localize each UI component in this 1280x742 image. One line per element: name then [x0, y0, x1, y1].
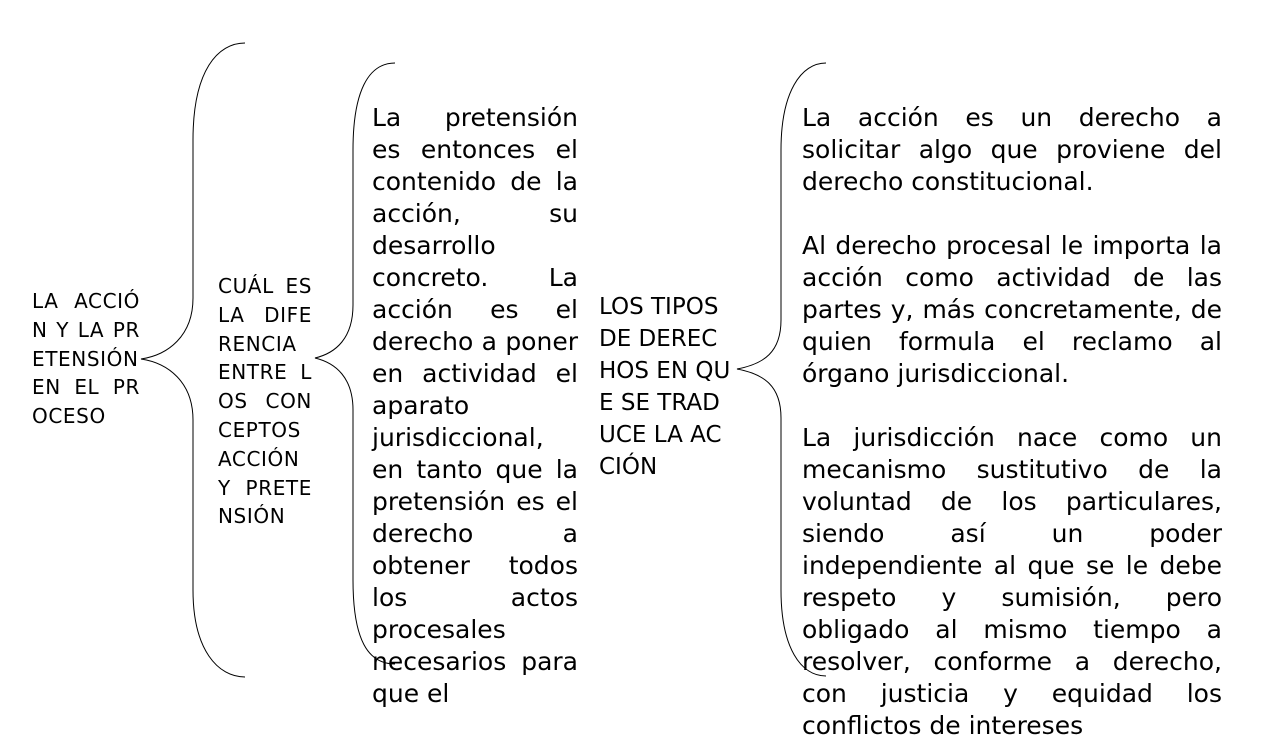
root-label: LA ACCIÓN Y LA PRETENSIÓN EN EL PROCESO: [32, 289, 140, 429]
pretension-definition-text: La pretensión es entonces el contenido de la acción, su desarrollo concreto. La acción es el derecho a poner en actividad el aparato jurisdiccional, en tanto que la pretensión es el derecho a obtener todos los actos procesales necesarios para que el: [372, 103, 578, 708]
action-detail-text: [802, 102, 1222, 742]
question-label: CUÁL ES LA DIFERENCIA ENTRE LOS CONCEPTOS ACCIÓN Y PRETENSIÓN: [218, 274, 312, 529]
detail-paragraph-2: Al derecho procesal le importa la acción como actividad de las partes y, más concretamente, de quien formula el reclamo al órgano jurisdiccional.: [802, 231, 1222, 388]
types-of-rights-label: LOS TIPOS DE DERECHOS EN QUE SE TRADUCE LA ACCIÓN: [599, 294, 731, 480]
detail-paragraph-1: La acción es un derecho a solicitar algo que proviene del derecho constitucional.: [802, 103, 1222, 196]
detail-paragraph-3: La jurisdicción nace como un mecanismo sustitutivo de la voluntad de los particulares, siendo así un poder independiente al que se le debe respeto y sumisión, pero obligado al mismo tiempo a resolver, conforme a derecho, con justicia y equidad los conflictos de intereses: [802, 423, 1222, 740]
